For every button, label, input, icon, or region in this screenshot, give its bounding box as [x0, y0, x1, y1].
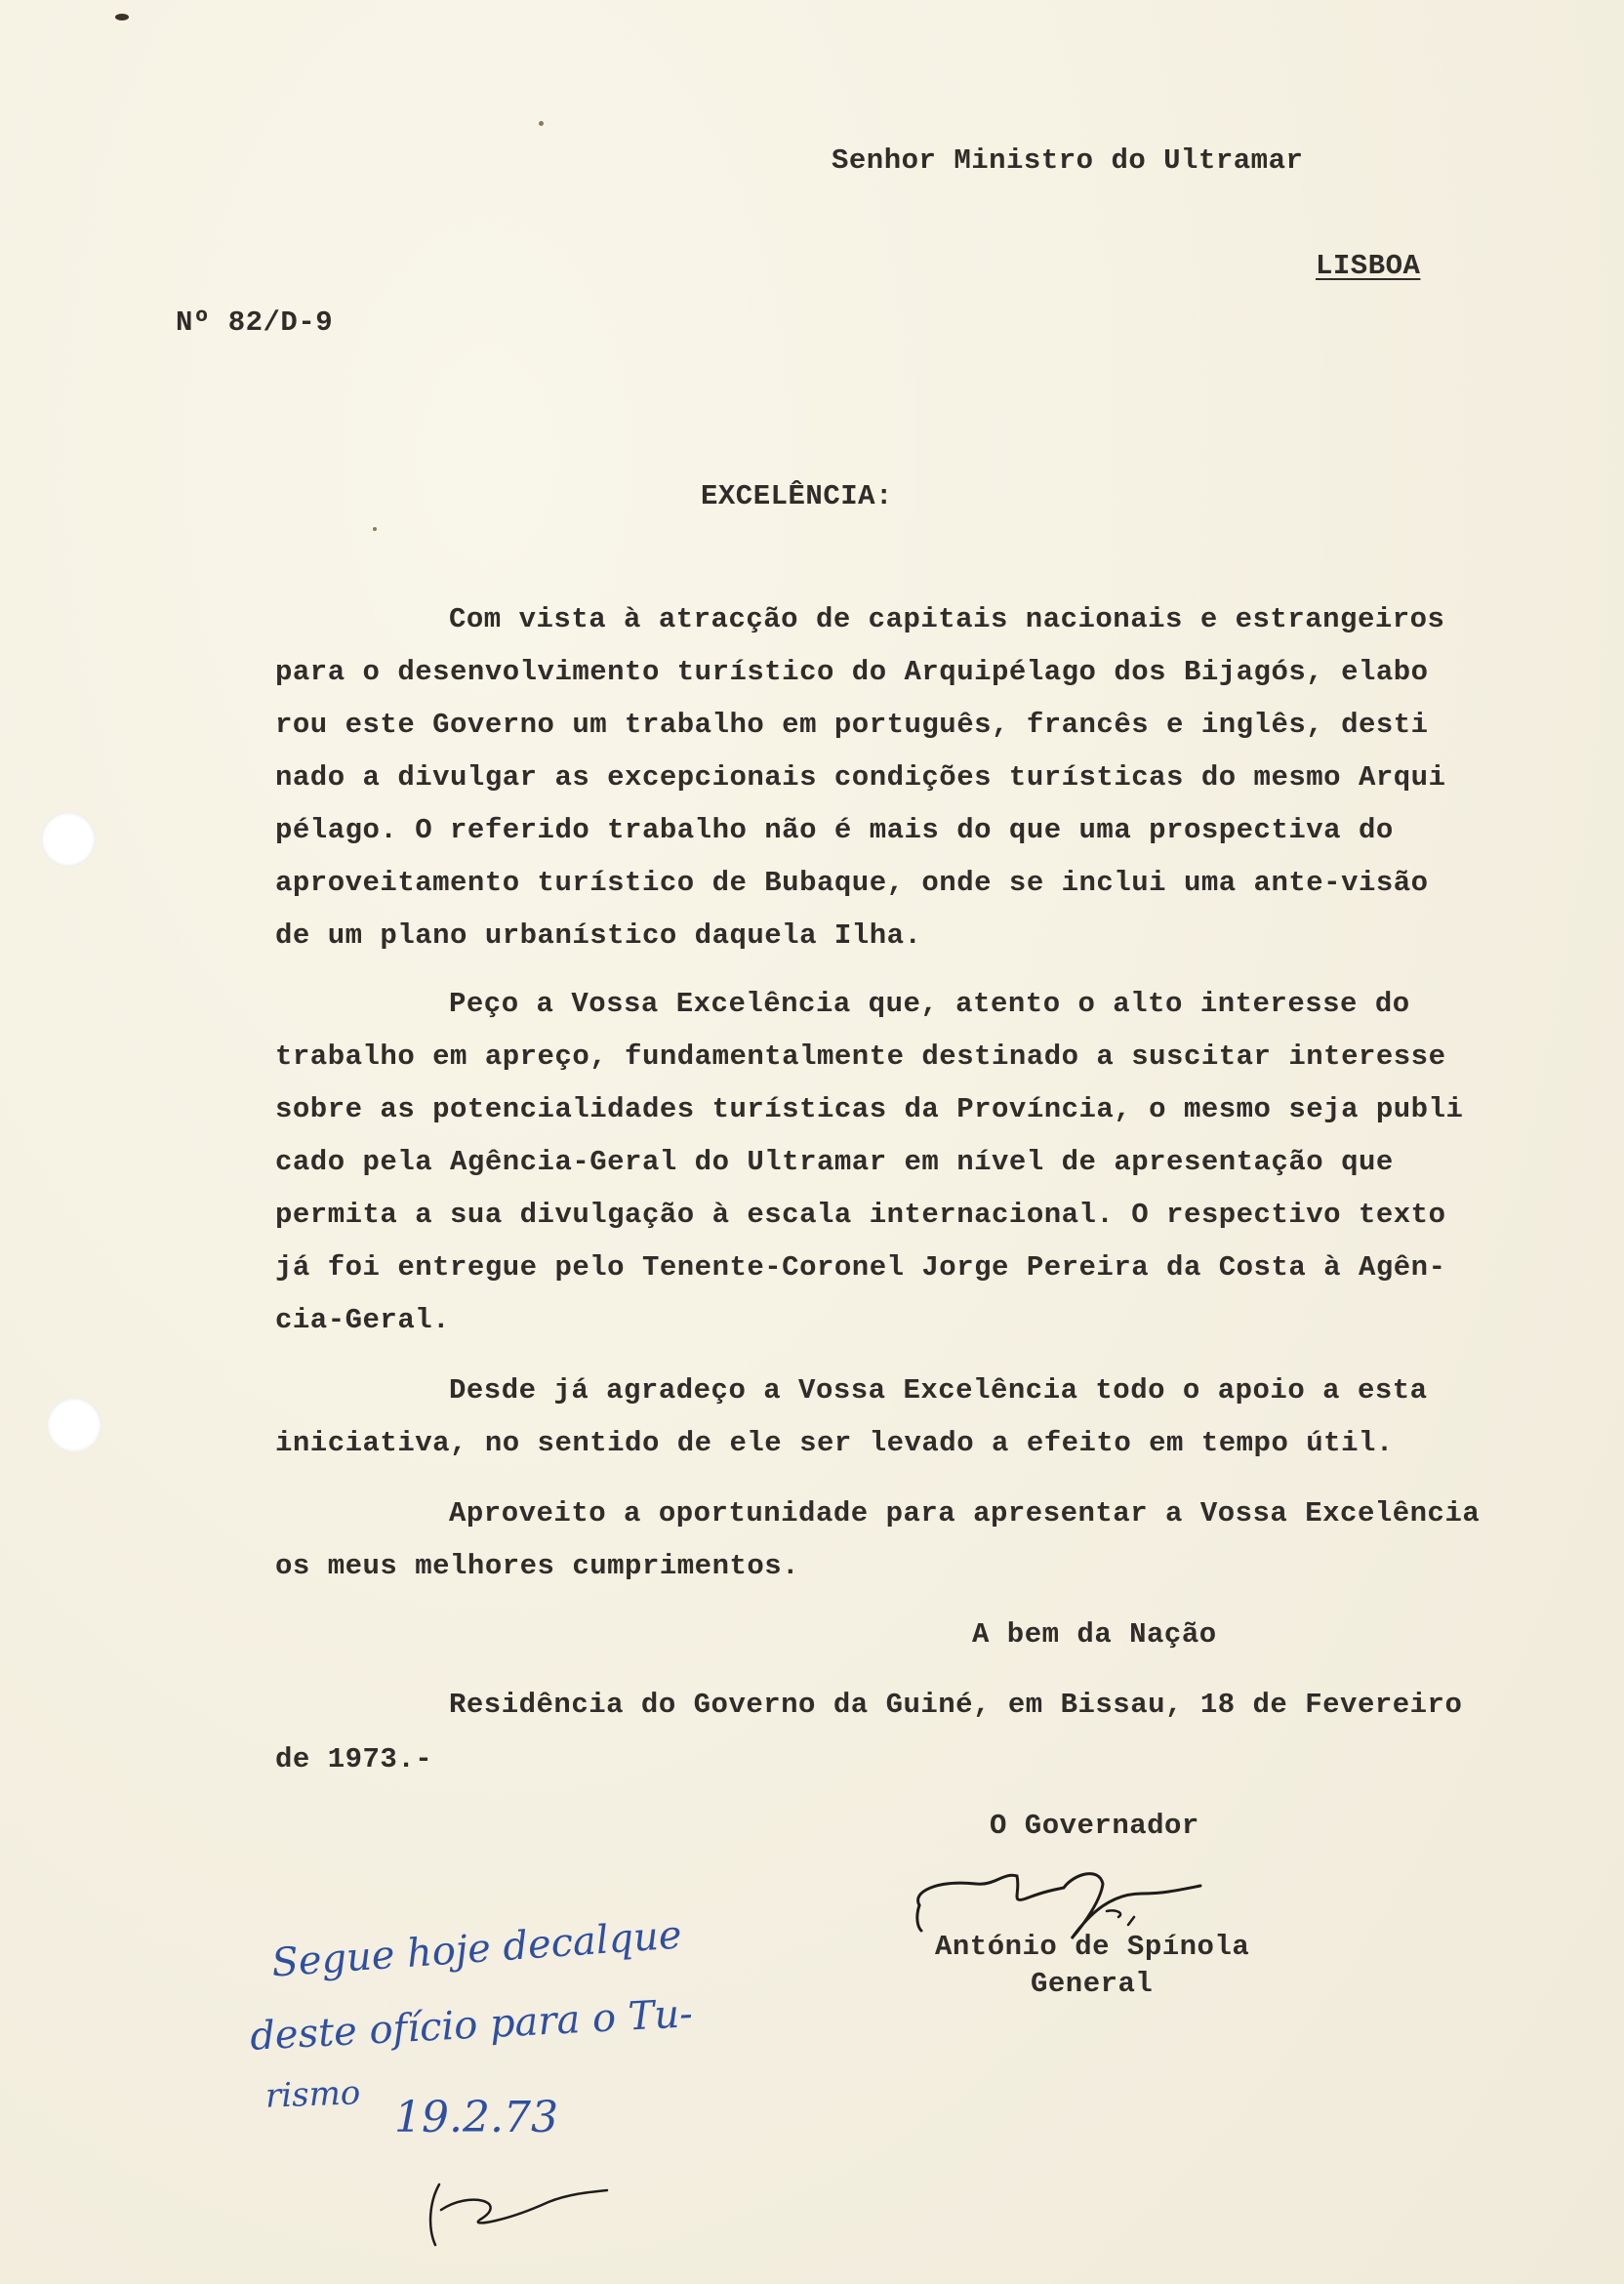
- text-line: Com vista à atracção de capitais nacionais e estrangeiros: [449, 603, 1445, 635]
- text-line: Desde já agradeço a Vossa Excelência todo o apoio a esta: [449, 1374, 1428, 1407]
- note-date: 19.2.73: [394, 2093, 558, 2142]
- paper-speck: [539, 121, 544, 126]
- text-line: nado a divulgar as excepcionais condições turísticas do mesmo Arqui: [275, 761, 1446, 794]
- text-line: os meus melhores cumprimentos.: [275, 1550, 800, 1582]
- addressee: Senhor Ministro do Ultramar: [832, 144, 1304, 177]
- text-line: pélago. O referido trabalho não é mais do que uma prospectiva do: [275, 814, 1394, 846]
- text-line: já foi entregue pelo Tenente-Coronel Jorge Pereira da Costa à Agên-: [275, 1251, 1446, 1284]
- punch-hole-bottom: [47, 1398, 102, 1452]
- note-line: Segue hoje decalque: [269, 1912, 683, 1986]
- signatory-name: António de Spínola: [935, 1931, 1250, 1963]
- text-line: rou este Governo um trabalho em português, francês e inglês, desti: [275, 709, 1429, 741]
- text-line: de um plano urbanístico daquela Ilha.: [275, 919, 922, 952]
- paper-speck: [373, 527, 377, 531]
- salutation: EXCELÊNCIA:: [701, 480, 893, 512]
- text-line: sobre as potencialidades turísticas da Província, o mesmo seja publi: [275, 1093, 1464, 1125]
- text-line: Aproveito a oportunidade para apresentar a Vossa Excelência: [449, 1497, 1481, 1529]
- place-date-line: Residência do Governo da Guiné, em Bissau, 18 de Fevereiro: [449, 1689, 1463, 1721]
- note-line: rismo: [264, 2073, 361, 2116]
- text-line: cia-Geral.: [275, 1304, 451, 1336]
- text-line: para o desenvolvimento turístico do Arquipélago dos Bijagós, elabo: [275, 656, 1429, 688]
- text-line: trabalho em apreço, fundamentalmente destinado a suscitar interesse: [275, 1040, 1446, 1073]
- punch-hole-top: [41, 812, 96, 867]
- closing-motto: A bem da Nação: [972, 1618, 1217, 1651]
- text-line: cado pela Agência-Geral do Ultramar em nível de apresentação que: [275, 1146, 1394, 1178]
- text-line: Peço a Vossa Excelência que, atento o alto interesse do: [449, 988, 1410, 1020]
- reference-number: Nº 82/D-9: [176, 306, 334, 339]
- signatory-rank: General: [1031, 1968, 1154, 2000]
- note-initials: [422, 2173, 636, 2261]
- paper-speck: [115, 14, 129, 20]
- city: LISBOA: [1316, 250, 1421, 282]
- signatory-title: O Governador: [990, 1810, 1199, 1842]
- text-line: iniciativa, no sentido de ele ser levado a efeito em tempo útil.: [275, 1427, 1394, 1459]
- place-date-line: de 1973.-: [275, 1743, 433, 1775]
- text-line: permita a sua divulgação à escala internacional. O respectivo texto: [275, 1199, 1446, 1231]
- note-line: deste ofício para o Tu-: [249, 1991, 694, 2060]
- text-line: aproveitamento turístico de Bubaque, onde se inclui uma ante-visão: [275, 867, 1429, 899]
